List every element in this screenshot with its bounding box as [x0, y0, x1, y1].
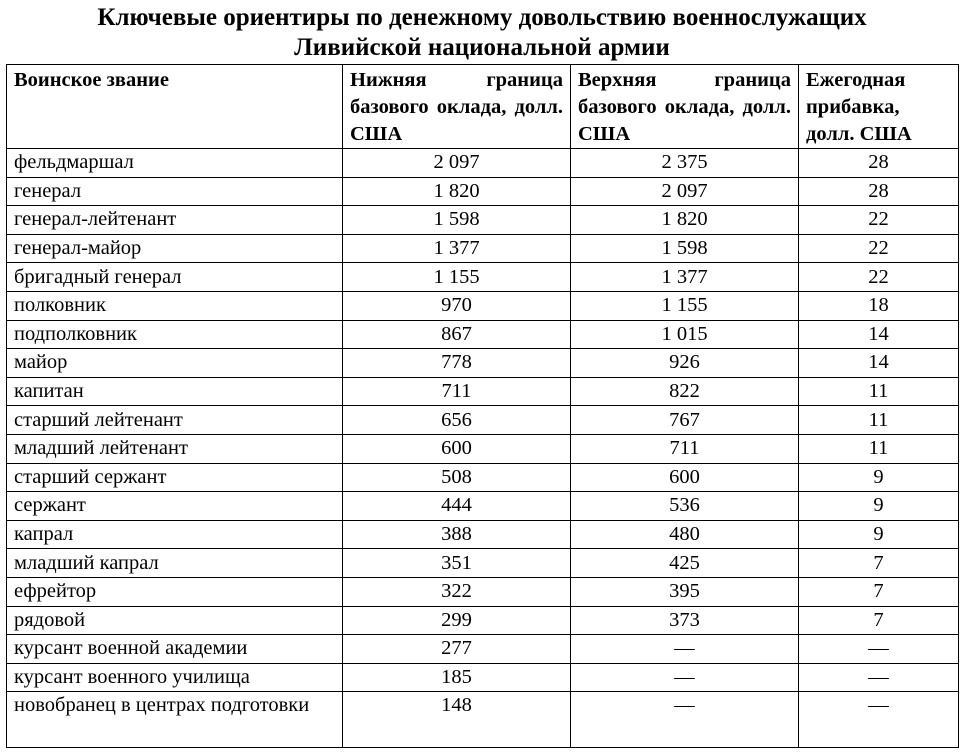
lower-bound-cell: 444	[343, 492, 571, 521]
table-row	[7, 234, 959, 263]
table-row	[7, 492, 959, 521]
lower-bound-cell: 148	[343, 692, 571, 748]
annual-increase-cell: —	[799, 692, 959, 748]
header-lower-bound: Нижняя граница базового оклада, долл. США	[343, 65, 571, 149]
table-row	[7, 149, 959, 178]
upper-bound-cell: 1 377	[571, 263, 799, 292]
rank-cell: полковник	[7, 291, 343, 320]
annual-increase-cell: 9	[799, 463, 959, 492]
annual-increase-cell: 7	[799, 606, 959, 635]
upper-bound-cell: 2 097	[571, 177, 799, 206]
rank-cell: младший лейтенант	[7, 434, 343, 463]
rank-cell: генерал-майор	[7, 234, 343, 263]
header-upper-bound: Верхняя граница базового оклада, долл. США	[571, 65, 799, 149]
table-row	[7, 377, 959, 406]
lower-bound-cell: 970	[343, 291, 571, 320]
upper-bound-cell: 536	[571, 492, 799, 521]
table-row	[7, 206, 959, 235]
table-row	[7, 520, 959, 549]
lower-bound-cell: 322	[343, 577, 571, 606]
annual-increase-cell: 11	[799, 406, 959, 435]
rank-cell: старший лейтенант	[7, 406, 343, 435]
table-row	[7, 263, 959, 292]
lower-bound-cell: 299	[343, 606, 571, 635]
table-row	[7, 692, 959, 748]
rank-cell: фельдмаршал	[7, 149, 343, 178]
table-body	[7, 149, 959, 748]
rank-cell: бригадный генерал	[7, 263, 343, 292]
upper-bound-cell: 926	[571, 349, 799, 378]
upper-bound-cell: —	[571, 663, 799, 692]
table-header-row	[7, 65, 959, 149]
lower-bound-cell: 185	[343, 663, 571, 692]
upper-bound-cell: 822	[571, 377, 799, 406]
salary-table	[6, 64, 959, 748]
annual-increase-cell: 9	[799, 520, 959, 549]
annual-increase-cell: 22	[799, 206, 959, 235]
lower-bound-cell: 867	[343, 320, 571, 349]
table-row	[7, 320, 959, 349]
annual-increase-cell: 14	[799, 320, 959, 349]
title-line-2: Ливийской национальной армии	[294, 34, 670, 61]
rank-cell: капрал	[7, 520, 343, 549]
annual-increase-cell: —	[799, 635, 959, 664]
table-row	[7, 177, 959, 206]
annual-increase-cell: 28	[799, 149, 959, 178]
table-row	[7, 463, 959, 492]
upper-bound-cell: 767	[571, 406, 799, 435]
upper-bound-cell: 711	[571, 434, 799, 463]
lower-bound-cell: 508	[343, 463, 571, 492]
annual-increase-cell: 22	[799, 234, 959, 263]
annual-increase-cell: 14	[799, 349, 959, 378]
table-row	[7, 349, 959, 378]
rank-cell: младший капрал	[7, 549, 343, 578]
upper-bound-cell: 1 598	[571, 234, 799, 263]
annual-increase-cell: 18	[799, 291, 959, 320]
annual-increase-cell: 11	[799, 434, 959, 463]
lower-bound-cell: 1 377	[343, 234, 571, 263]
lower-bound-cell: 388	[343, 520, 571, 549]
upper-bound-cell: 1 820	[571, 206, 799, 235]
upper-bound-cell: 600	[571, 463, 799, 492]
lower-bound-cell: 2 097	[343, 149, 571, 178]
upper-bound-cell: —	[571, 635, 799, 664]
upper-bound-cell: 1 155	[571, 291, 799, 320]
upper-bound-cell: 395	[571, 577, 799, 606]
table-row	[7, 663, 959, 692]
rank-cell: подполковник	[7, 320, 343, 349]
lower-bound-cell: 1 155	[343, 263, 571, 292]
annual-increase-cell: —	[799, 663, 959, 692]
annual-increase-cell: 7	[799, 577, 959, 606]
rank-cell: новобранец в центрах подготовки	[7, 692, 343, 748]
header-annual-increase: Ежегодная прибавка, долл. США	[799, 65, 959, 149]
table-row	[7, 606, 959, 635]
lower-bound-cell: 600	[343, 434, 571, 463]
table-row	[7, 406, 959, 435]
lower-bound-cell: 778	[343, 349, 571, 378]
rank-cell: курсант военной академии	[7, 635, 343, 664]
table-row	[7, 635, 959, 664]
rank-cell: капитан	[7, 377, 343, 406]
table-row	[7, 549, 959, 578]
upper-bound-cell: 373	[571, 606, 799, 635]
upper-bound-cell: 1 015	[571, 320, 799, 349]
annual-increase-cell: 11	[799, 377, 959, 406]
lower-bound-cell: 711	[343, 377, 571, 406]
upper-bound-cell: 2 375	[571, 149, 799, 178]
lower-bound-cell: 351	[343, 549, 571, 578]
lower-bound-cell: 656	[343, 406, 571, 435]
rank-cell: генерал	[7, 177, 343, 206]
rank-cell: курсант военного училища	[7, 663, 343, 692]
rank-cell: сержант	[7, 492, 343, 521]
rank-cell: майор	[7, 349, 343, 378]
table-row	[7, 577, 959, 606]
page-title	[0, 3, 964, 63]
lower-bound-cell: 1 598	[343, 206, 571, 235]
annual-increase-cell: 9	[799, 492, 959, 521]
table-row	[7, 291, 959, 320]
table-row	[7, 434, 959, 463]
upper-bound-cell: 425	[571, 549, 799, 578]
header-rank: Воинское звание	[7, 65, 343, 149]
annual-increase-cell: 28	[799, 177, 959, 206]
rank-cell: старший сержант	[7, 463, 343, 492]
annual-increase-cell: 22	[799, 263, 959, 292]
title-line-1: Ключевые ориентиры по денежному довольствию военнослужащих	[97, 4, 867, 31]
rank-cell: рядовой	[7, 606, 343, 635]
rank-cell: генерал-лейтенант	[7, 206, 343, 235]
lower-bound-cell: 277	[343, 635, 571, 664]
upper-bound-cell: —	[571, 692, 799, 748]
lower-bound-cell: 1 820	[343, 177, 571, 206]
annual-increase-cell: 7	[799, 549, 959, 578]
upper-bound-cell: 480	[571, 520, 799, 549]
rank-cell: ефрейтор	[7, 577, 343, 606]
